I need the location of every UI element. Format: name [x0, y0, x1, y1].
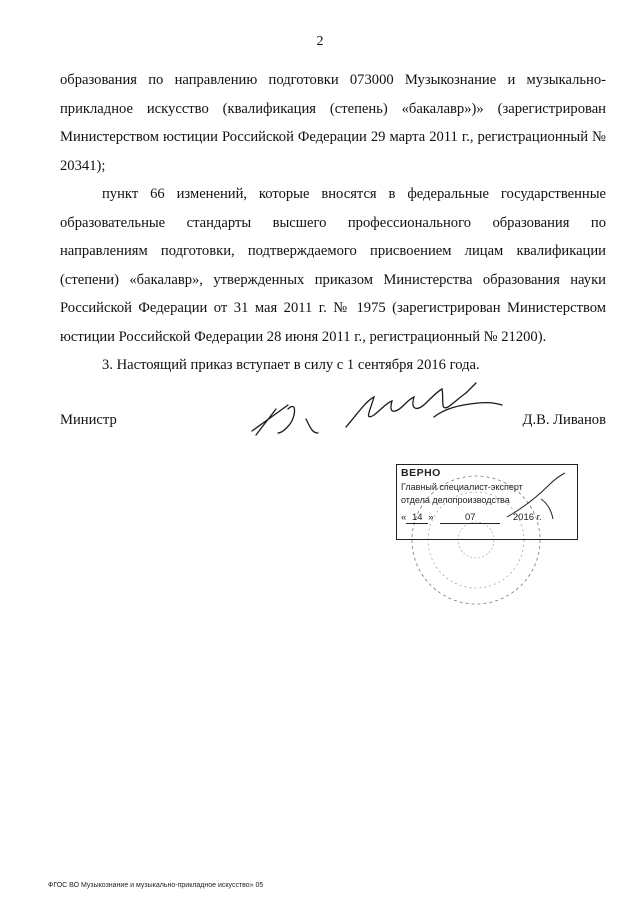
stamp-year-suffix: 16 [523, 512, 535, 523]
paragraph-1: образования по направлению подготовки 073000 Музыкознание и музыкально-прикладное искусство (квалификация (степень) «бакалавр»)» (зарегистрирован Министерством юстиции Российской Федерации 29 марта 2011 г., регистрационный № 20341); [60, 72, 606, 174]
handwritten-signature [248, 375, 508, 445]
stamp-year-prefix: 20 [512, 512, 524, 523]
paragraph-3: 3. Настоящий приказ вступает в силу с 1 сентября 2016 года. [102, 357, 480, 373]
stamp-year-unit: г. [536, 512, 542, 523]
minister-name: Д.В. Ливанов [522, 412, 606, 428]
minister-title: Министр [60, 412, 117, 428]
stamp-date-open-quote: « [401, 512, 407, 523]
stamp-signature [501, 469, 571, 529]
stamp-date-close-quote: » [428, 512, 434, 523]
stamp-month: 07 [440, 512, 500, 524]
page-number: 2 [316, 34, 324, 49]
paragraph-2: пункт 66 изменений, которые вносятся в федеральные государственные образовательные стандарты высшего профессионального образования по направлениям подготовки, подтверждаемого присвоением лицам квалификации (степени) «бакалавр», утвержденных приказом Министерства образования науки Российской Федерации от 31 мая 2011 г. № 1975 (зарегистрирован Министерством юстиции Российской Федерации 28 июня 2011 г., регистрационный № 21200). [60, 186, 606, 345]
document-body [60, 66, 606, 380]
stamp-department: отдела делопроизводства [401, 495, 510, 505]
document-footer: ФГОС ВО Музыкознание и музыкально-прикладное искусство» 05 [48, 882, 264, 889]
verification-stamp [396, 464, 578, 540]
stamp-day: 14 [406, 512, 428, 524]
stamp-position: Главный специалист-эксперт [401, 482, 523, 492]
stamp-title: ВЕРНО [401, 467, 441, 479]
